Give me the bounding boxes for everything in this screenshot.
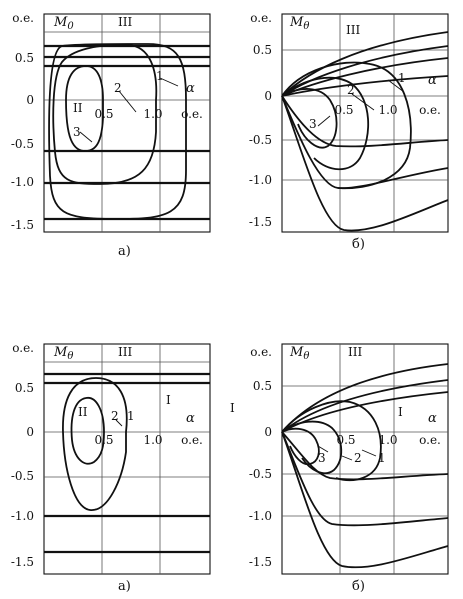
curve-label: 3 bbox=[73, 125, 81, 139]
curve-label: 1 bbox=[127, 409, 135, 423]
x-unit-label: o.e. bbox=[419, 103, 441, 117]
curve-label: 1 bbox=[398, 71, 406, 85]
y-tick-label: -1.0 bbox=[248, 509, 272, 523]
panel-top-right bbox=[249, 11, 448, 252]
y-tick-label: -1.5 bbox=[10, 218, 34, 232]
alpha-label: α bbox=[428, 411, 437, 426]
curve-label: 2 bbox=[354, 451, 362, 465]
leader-line bbox=[318, 116, 330, 126]
curve-line bbox=[282, 380, 448, 432]
y-tick-label: -0.5 bbox=[248, 133, 272, 147]
y-tick-label: 0 bbox=[264, 89, 272, 103]
region-label: III bbox=[118, 15, 133, 29]
curve-1 bbox=[49, 44, 186, 219]
panel-caption: а) bbox=[118, 579, 131, 594]
y-unit-label: o.e. bbox=[12, 341, 34, 355]
y-tick-label: -1.0 bbox=[248, 173, 272, 187]
y-tick-label: -1.5 bbox=[248, 215, 272, 229]
region-label: II bbox=[73, 101, 83, 115]
y-tick-label: -0.5 bbox=[10, 469, 34, 483]
y-tick-label: -1.5 bbox=[248, 555, 272, 569]
curve-line bbox=[282, 432, 448, 567]
y-tick-label: 0 bbox=[26, 93, 34, 107]
y-tick-label: -1.0 bbox=[10, 509, 34, 523]
x-tick-label: 0.5 bbox=[334, 103, 354, 117]
x-tick-label: 0.5 bbox=[94, 107, 114, 121]
panel-bottom-right bbox=[249, 344, 448, 594]
leader-line bbox=[80, 132, 92, 142]
moment-label: $M_\theta$ bbox=[290, 345, 310, 362]
plot-frame bbox=[282, 344, 448, 574]
panel-bottom-left bbox=[11, 341, 210, 594]
y-unit-label: o.e. bbox=[250, 345, 272, 359]
curve-label: 2 bbox=[114, 81, 122, 95]
y-unit-label: o.e. bbox=[250, 11, 272, 25]
side-marker: I bbox=[230, 401, 235, 415]
curve-2 bbox=[72, 398, 104, 464]
curve-label: 2 bbox=[111, 409, 119, 423]
x-tick-label: 1.0 bbox=[143, 107, 163, 121]
y-tick-label: 0.5 bbox=[252, 379, 272, 393]
y-tick-label: 0 bbox=[264, 425, 272, 439]
x-unit-label: o.e. bbox=[419, 433, 441, 447]
panel-caption: б) bbox=[352, 237, 365, 252]
y-tick-label: -0.5 bbox=[10, 137, 34, 151]
leader-line bbox=[362, 450, 376, 456]
curve-label: 3 bbox=[309, 117, 317, 131]
alpha-label: α bbox=[186, 81, 195, 96]
x-tick-label: 0.5 bbox=[94, 433, 114, 447]
panel-top-left bbox=[11, 11, 210, 259]
moment-label: $M_\theta$ bbox=[290, 15, 310, 32]
y-tick-label: -1.0 bbox=[10, 175, 34, 189]
curve-label: 2 bbox=[347, 83, 355, 97]
panel-caption: б) bbox=[352, 579, 365, 594]
y-tick-label: -0.5 bbox=[248, 467, 272, 481]
y-tick-label: 0 bbox=[26, 425, 34, 439]
curve-label: 1 bbox=[156, 69, 164, 83]
curve-label: 3 bbox=[318, 451, 326, 465]
region-label: III bbox=[348, 345, 363, 359]
leader-line bbox=[342, 456, 352, 460]
y-unit-label: o.e. bbox=[12, 11, 34, 25]
region-label: I bbox=[166, 393, 171, 407]
moment-label: $M_0$ bbox=[54, 15, 74, 32]
y-tick-label: -1.5 bbox=[10, 555, 34, 569]
moment-label: $M_\theta$ bbox=[54, 345, 74, 362]
x-tick-label: 1.0 bbox=[143, 433, 163, 447]
x-unit-label: o.e. bbox=[181, 107, 203, 121]
region-label: II bbox=[78, 405, 88, 419]
plot-frame bbox=[44, 344, 210, 574]
region-label: III bbox=[346, 23, 361, 37]
curve-label: 1 bbox=[378, 451, 386, 465]
x-unit-label: o.e. bbox=[181, 433, 203, 447]
panel-caption: а) bbox=[118, 244, 131, 259]
alpha-label: α bbox=[186, 411, 195, 426]
y-tick-label: 0.5 bbox=[14, 51, 34, 65]
x-tick-label: 1.0 bbox=[378, 103, 398, 117]
y-tick-label: 0.5 bbox=[252, 43, 272, 57]
y-tick-label: 0.5 bbox=[14, 381, 34, 395]
region-label: I bbox=[398, 405, 403, 419]
plot-frame bbox=[282, 14, 448, 232]
x-tick-label: 0.5 bbox=[336, 433, 356, 447]
alpha-label: α bbox=[428, 73, 437, 88]
x-tick-label: 1.0 bbox=[378, 433, 398, 447]
region-label: III bbox=[118, 345, 133, 359]
